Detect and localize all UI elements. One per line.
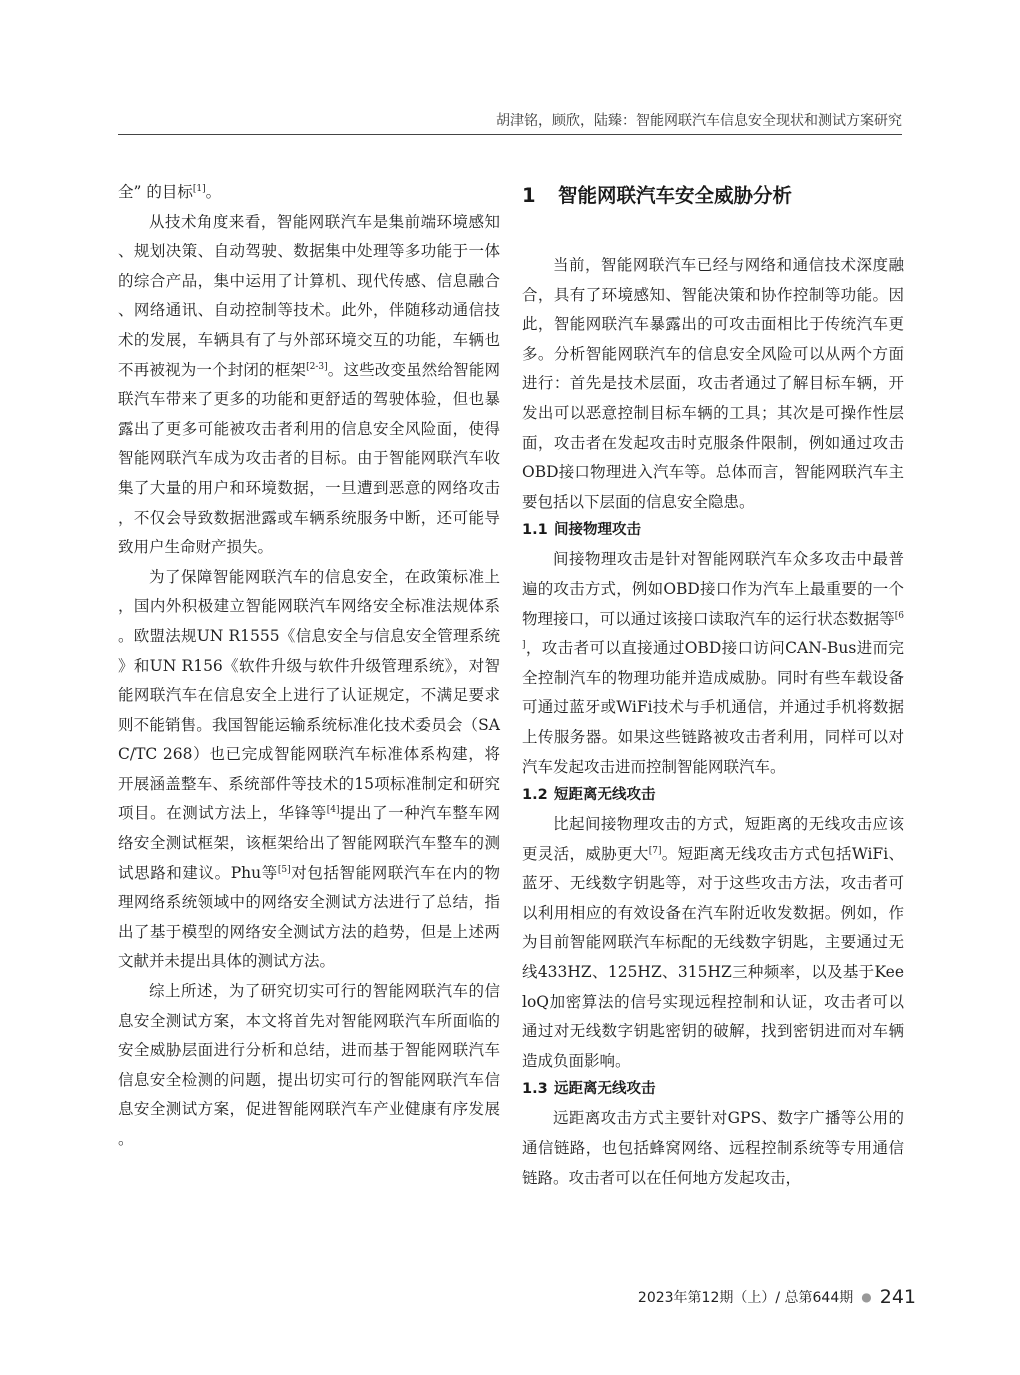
subsection-title: 间接物理攻击 <box>554 522 641 539</box>
body-paragraph <box>522 1104 904 1193</box>
text-run: 全” 的目标 <box>118 183 193 201</box>
subsection-number: 1.1 <box>522 522 548 539</box>
citation: [6] <box>522 610 904 650</box>
subsection-heading <box>522 782 904 810</box>
body-paragraph <box>118 563 500 977</box>
citation: [4] <box>326 805 340 816</box>
subsection-title: 远距离无线攻击 <box>554 1081 656 1098</box>
running-header <box>118 106 902 135</box>
body-paragraph <box>118 178 500 208</box>
text-run: 从技术角度来看，智能网联汽车是集前端环境感知、规划决策、自动驾驶、数据集中处理等多功能于一体的综合产品，集中运用了计算机、现代传感、信息融合、网络通讯、自动控制等技术。此外，伴随移动通信技术的发展，车辆具有了与外部环境交互的功能，车辆也不再被视为一个封闭的框架 <box>118 212 500 379</box>
section-number: 1 <box>522 184 536 207</box>
body-paragraph <box>522 251 904 517</box>
subsection-title: 短距离无线攻击 <box>554 787 656 804</box>
subsection-number: 1.3 <box>522 1081 548 1098</box>
body-paragraph <box>118 208 500 563</box>
citation: [5] <box>277 864 291 875</box>
subsection-heading <box>522 1076 904 1104</box>
text-run: 间接物理攻击是针对智能网联汽车众多攻击中最普遍的攻击方式，例如OBD接口作为汽车上最重要的一个物理接口，可以通过该接口读取汽车的运行状态数据等 <box>522 550 904 628</box>
text-run: 提出了一种汽车整车网络安全测试框架，该框架给出了智能网联汽车整车的测试思路和建议。Phu等 <box>118 804 500 882</box>
citation: [2-3] <box>306 361 328 372</box>
left-column <box>118 178 500 1155</box>
issue-info: 2023年第12期（上）/ 总第644期 <box>637 1290 854 1306</box>
subsection-heading <box>522 517 904 545</box>
text-run: 。 <box>205 183 222 201</box>
right-column <box>522 178 904 1193</box>
text-run: 比起间接物理攻击的方式，短距离的无线攻击应该更灵活，威胁更大 <box>522 815 904 863</box>
citation: [7] <box>648 845 662 856</box>
text-run: 远距离攻击方式主要针对GPS、数字广播等公用的通信链路，也包括蜂窝网络、远程控制系统等专用通信链路。攻击者可以在任何地方发起攻击， <box>522 1109 904 1187</box>
text-run: 为了保障智能网联汽车的信息安全，在政策标准上，国内外积极建立智能网联汽车网络安全标准法规体系。欧盟法规UN R1555《信息安全与信息安全管理系统》和UN R156《软件升级与软件升级管理系统》，对智能网联汽车在信息安全上进行了认证规定，不满足要求则不能销售。我国智能运输系统标准化技术委员会（SAC/TC 268）也已完成智能网联汽车标准体系构建，将开展涵盖整车、系统部件等技术的15项标准制定和研究项目。在测试方法上，华锋等 <box>118 567 500 823</box>
section-spacer <box>522 222 904 251</box>
body-paragraph <box>522 810 904 1076</box>
separator-dot: ● <box>861 1290 872 1304</box>
section-title: 智能网联汽车安全威胁分析 <box>558 184 793 207</box>
page-footer <box>638 1286 916 1308</box>
running-title: 胡津铭，顾欣，陆臻：智能网联汽车信息安全现状和测试方案研究 <box>496 113 902 129</box>
text-run: ，攻击者可以直接通过OBD接口访问CAN-Bus进而完全控制汽车的物理功能并造成威胁。同时有些车载设备可通过蓝牙或WiFi技术与手机通信，并通过手机将数据上传服务器。如果这些链路被攻击者利用，同样可以对汽车发起攻击进而控制智能网联汽车。 <box>522 639 904 776</box>
citation: [1] <box>192 183 206 194</box>
text-run: 对包括智能网联汽车在内的物理网络系统领域中的网络安全测试方法进行了总结，指出了基于模型的网络安全测试方法的趋势，但是上述两文献并未提出具体的测试方法。 <box>118 863 500 971</box>
page-number: 241 <box>879 1286 916 1308</box>
text-run: 当前，智能网联汽车已经与网络和通信技术深度融合，具有了环境感知、智能决策和协作控制等功能。因此，智能网联汽车暴露出的可攻击面相比于传统汽车更多。分析智能网联汽车的信息安全风险可以从两个方面进行：首先是技术层面，攻击者通过了解目标车辆，开发出可以恶意控制目标车辆的工具；其次是可操作性层面，攻击者在发起攻击时克服条件限制，例如通过攻击OBD接口物理进入汽车等。总体而言，智能网联汽车主要包括以下层面的信息安全隐患。 <box>522 256 904 511</box>
text-run: 综上所述，为了研究切实可行的智能网联汽车的信息安全测试方案，本文将首先对智能网联汽车所面临的安全威胁层面进行分析和总结，进而基于智能网联汽车信息安全检测的问题，提出切实可行的智能网联汽车信息安全测试方案，促进智能网联汽车产业健康有序发展。 <box>118 982 500 1148</box>
subsection-number: 1.2 <box>522 787 548 804</box>
text-run: 。短距离无线攻击方式包括WiFi、蓝牙、无线数字钥匙等，对于这些攻击方法，攻击者可以利用相应的有效设备在汽车附近收发数据。例如，作为目前智能网联汽车标配的无线数字钥匙，主要通过无线433HZ、125HZ、315HZ三种频率，以及基于KeeloQ加密算法的信号实现远程控制和认证，攻击者可以通过对无线数字钥匙密钥的破解，找到密钥进而对车辆造成负面影响。 <box>522 844 904 1070</box>
body-paragraph <box>522 545 904 782</box>
body-paragraph <box>118 977 500 1155</box>
text-run: 。这些改变虽然给智能网联汽车带来了更多的功能和更舒适的驾驶体验，但也暴露出了更多可能被攻击者利用的信息安全风险面，使得智能网联汽车成为攻击者的目标。由于智能网联汽车收集了大量的用户和环境数据，一旦遭到恶意的网络攻击，不仅会导致数据泄露或车辆系统服务中断，还可能导致用户生命财产损失。 <box>118 360 500 557</box>
section-heading <box>522 178 904 222</box>
